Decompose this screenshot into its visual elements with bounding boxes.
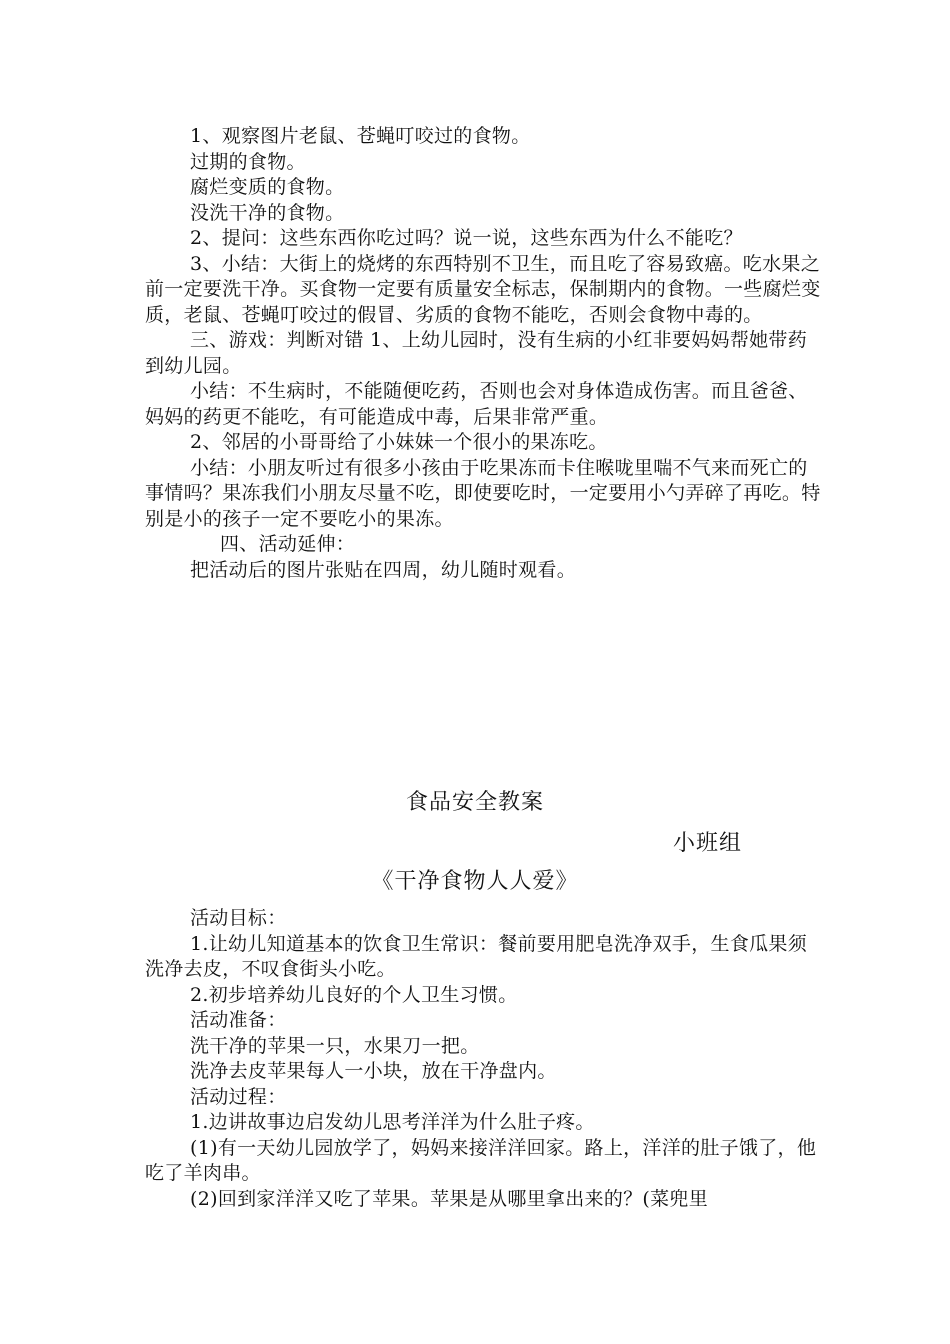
section-heading: 活动目标： <box>190 907 287 929</box>
paragraph: 1.边讲故事边启发幼儿思考洋洋为什么肚子疼。 <box>190 1111 595 1133</box>
paragraph: 三、游戏：判断对错 1、上幼儿园时，没有生病的小红非要妈妈帮她带药到幼儿园。 <box>145 329 808 377</box>
section-heading: 活动准备： <box>190 1009 287 1031</box>
section-heading: 四、活动延伸： <box>220 533 356 555</box>
paragraph: 3、小结：大街上的烧烤的东西特别不卫生，而且吃了容易致癌。吃水果之前一定要洗干净。买食物一定要有质量安全标志，保制期内的食物。一些腐烂变质，老鼠、苍蝇叮咬过的假冒、劣质的食物不能吃，否则会食物中毒的。 <box>145 252 821 326</box>
paragraph: 把活动后的图片张贴在四周，幼儿随时观看。 <box>190 558 577 581</box>
paragraph: 没洗干净的食物。 <box>190 201 345 224</box>
paragraph: 腐烂变质的食物。 <box>190 176 345 198</box>
paragraph: 2、提问：这些东西你吃过吗？说一说，这些东西为什么不能吃？ <box>190 227 743 249</box>
paragraph: (1)有一天幼儿园放学了，妈妈来接洋洋回家。路上，洋洋的肚子饿了，他吃了羊肉串。 <box>145 1136 817 1184</box>
document-title: 食品安全教案 <box>405 790 544 815</box>
section-heading: 活动过程： <box>190 1085 287 1108</box>
paragraph: 过期的食物。 <box>190 150 306 173</box>
paragraph: (2)回到家洋洋又吃了苹果。苹果是从哪里拿出来的？(菜兜里 <box>190 1187 709 1210</box>
paragraph: 2、邻居的小哥哥给了小妹妹一个很小的果冻吃。 <box>190 431 608 453</box>
paragraph: 1.让幼儿知道基本的饮食卫生常识：餐前要用肥皂洗净双手，生食瓜果须洗净去皮，不叹食街头小吃。 <box>145 932 808 980</box>
paragraph: 小结：小朋友听过有很多小孩由于吃果冻而卡住喉咙里喘不气来而死亡的事情吗？果冻我们小朋友尽量不吃，即使要吃时，一定要用小勺弄碎了再吃。特别是小的孩子一定不要吃小的果冻。 <box>145 456 821 530</box>
paragraph: 小结：不生病时，不能随便吃药，否则也会对身体造成伤害。而且爸爸、妈妈的药更不能吃，有可能造成中毒，后果非常严重。 <box>145 380 808 428</box>
paragraph: 2.初步培养幼儿良好的个人卫生习惯。 <box>190 983 518 1006</box>
class-group-label: 小班组 <box>673 831 743 856</box>
lesson-subtitle: 《干净食物人人爱》 <box>371 869 579 894</box>
lesson-part-2 <box>145 906 825 1212</box>
lesson-part-1 <box>145 124 825 583</box>
paragraph: 洗净去皮苹果每人一小块，放在干净盘内。 <box>190 1060 557 1082</box>
paragraph: 洗干净的苹果一只，水果刀一把。 <box>190 1034 480 1057</box>
paragraph: 1、观察图片老鼠、苍蝇叮咬过的食物。 <box>190 125 531 147</box>
